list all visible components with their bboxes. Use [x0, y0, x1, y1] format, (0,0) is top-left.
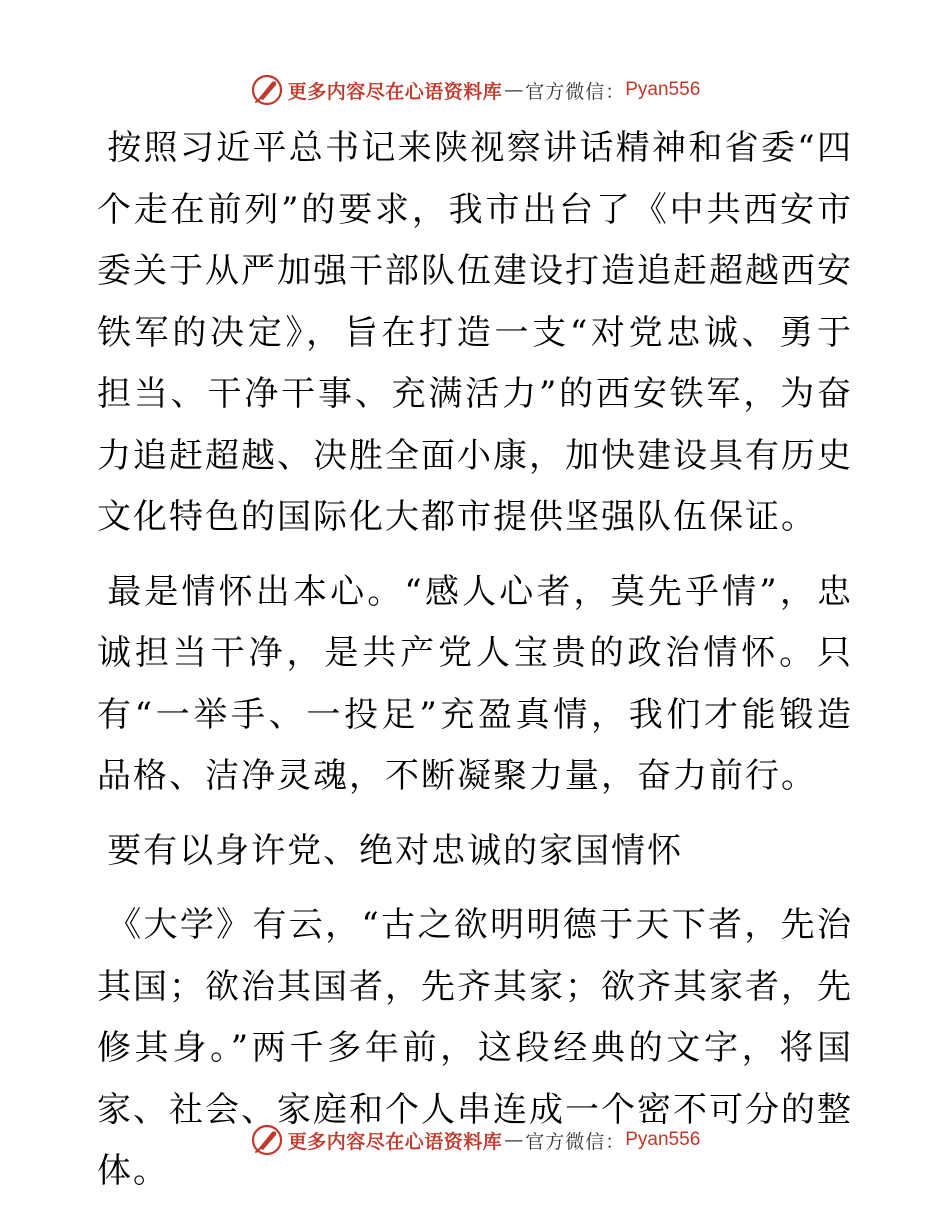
footer-banner: [0, 1120, 950, 1160]
separator-dash: —: [504, 79, 524, 101]
wechat-id: Pyan556: [625, 79, 701, 100]
header-banner: [0, 70, 950, 110]
wechat-label: 官方微信：: [525, 80, 626, 103]
section-heading: 要有以身许党、绝对忠诚的家国情怀: [107, 830, 684, 871]
wechat-id: Pyan556: [625, 1129, 701, 1150]
quill-pen-circle-icon: [250, 73, 284, 107]
paragraph-2: 最是情怀出本心。“感人心者，莫先乎情”，忠诚担当干净，是共产党人宝贵的政治情怀。只有“一举手、一投足”充盈真情，我们才能锻造品格、洁净灵魂，不断凝聚力量，奋力前行。: [97, 571, 853, 796]
brand-text: 更多内容尽在心语资料库: [287, 1130, 503, 1153]
paragraph-1: 按照习近平总书记来陕视察讲话精神和省委“四个走在前列”的要求，我市出台了《中共西安市委关于从严加强干部队伍建设打造追赶超越西安铁军的决定》，旨在打造一支“对党忠诚、勇于担当、干净干事、充满活力”的西安铁军，为奋力追赶超越、决胜全面小康，加快建设具有历史文化特色的国际化大都市提供坚强队伍保证。: [97, 128, 853, 537]
paragraph-3: 《大学》有云，“古之欲明明德于天下者，先治其国；欲治其国者，先齐其家；欲齐其家者，先修其身。”两千多年前，这段经典的文字，将国家、社会、家庭和个人串连成一个密不可分的整体。: [97, 905, 853, 1191]
brand-text: 更多内容尽在心语资料库: [287, 80, 503, 103]
wechat-label: 官方微信：: [525, 1130, 626, 1153]
separator-dash: —: [504, 1129, 524, 1151]
quill-pen-circle-icon: [250, 1123, 284, 1157]
document-body: [97, 118, 853, 1203]
